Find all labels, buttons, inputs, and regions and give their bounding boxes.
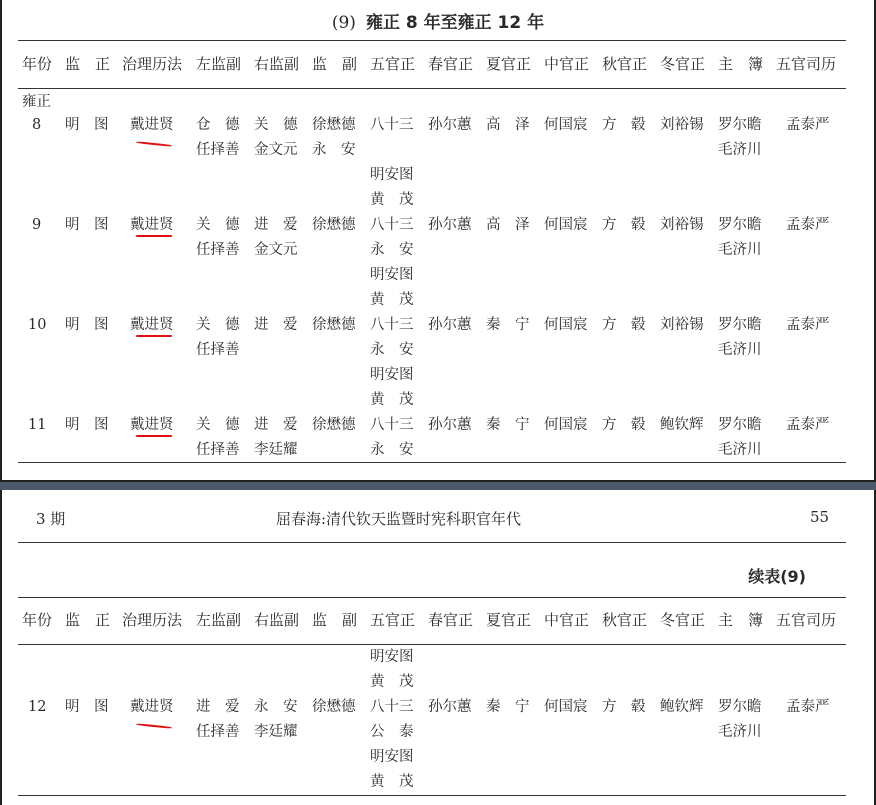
header-wuguan: 五官正	[370, 55, 416, 73]
wuguan-cell-line: 永 安	[370, 442, 414, 458]
qiuguan-cell-line: 方 毂	[602, 217, 646, 233]
zhubu-cell	[718, 695, 762, 745]
year-cell	[28, 695, 46, 720]
rule-top-2	[18, 597, 846, 598]
header-year: 年份	[22, 611, 53, 629]
wuguan-cell-line: 黄 茂	[370, 392, 414, 408]
jianfu-cell-line: 徐懋德	[312, 417, 356, 433]
header-jianzheng: 监 正	[65, 611, 111, 629]
header-dong: 冬官正	[660, 611, 706, 629]
year-cell	[32, 213, 41, 238]
zhubu-cell	[718, 113, 762, 163]
header-zhubu: 主 簿	[718, 611, 764, 629]
jianfu-cell	[312, 113, 356, 163]
header-sili: 五官司历	[776, 611, 837, 629]
zuo-jianfu-cell	[196, 413, 240, 463]
zuo-jianfu-cell-line: 仓 德	[196, 117, 240, 133]
wuguan-cell-line: 八十三	[370, 217, 414, 233]
header-chun: 春官正	[428, 55, 474, 73]
you-jianfu-cell	[254, 213, 298, 263]
you-jianfu-cell-line: 进 爱	[254, 217, 298, 233]
zuo-jianfu-cell-line: 任择善	[196, 342, 240, 358]
zhubu-cell-line: 毛济川	[718, 342, 762, 358]
zhili-cell-line: 戴进贤	[130, 117, 174, 133]
wuguan-cell-line: 永 安	[370, 342, 414, 358]
header-zuo: 左监副	[196, 611, 242, 629]
qiuguan-cell-line: 方 毂	[602, 317, 646, 333]
zhili-cell	[130, 113, 174, 138]
zhili-cell	[130, 695, 174, 720]
qiuguan-cell	[602, 313, 646, 338]
zhubu-cell-line: 罗尔瞻	[718, 117, 762, 133]
year-cell	[32, 113, 41, 138]
jianzheng-cell-line: 明 图	[65, 317, 109, 333]
zhongguan-cell	[544, 213, 588, 238]
dongguan-cell-line: 刘裕锡	[660, 117, 704, 133]
jianfu-cell-line	[312, 438, 356, 463]
wuguan-cell	[370, 288, 414, 388]
table-number: (9)	[331, 13, 356, 33]
zhubu-cell-line: 毛济川	[718, 142, 762, 158]
you-jianfu-cell-line	[254, 338, 298, 363]
zhili-cell-line: 戴进贤	[130, 699, 174, 715]
wuguan-cell-line: 八十三	[370, 117, 414, 133]
zhili-cell-line: 戴进贤	[130, 317, 174, 333]
page-number: 55	[810, 508, 830, 526]
rule-bottom-2	[18, 795, 846, 796]
year-cell-line: 11	[28, 417, 47, 433]
zhubu-cell	[718, 213, 762, 263]
table-title	[0, 8, 876, 33]
jianfu-cell	[312, 213, 356, 263]
era-label: 雍正	[22, 94, 51, 110]
table-header-row-2	[0, 609, 876, 633]
header-you: 右监副	[254, 611, 300, 629]
table-header-row	[0, 53, 876, 77]
jianfu-cell-line: 徐懋德	[312, 699, 356, 715]
jianfu-cell-line: 徐懋德	[312, 217, 356, 233]
xiaguan-cell	[486, 413, 530, 438]
xiaguan-cell	[486, 313, 530, 338]
wuguan-cell-line: 公 泰	[370, 724, 414, 740]
header-jianfu: 监 副	[312, 611, 358, 629]
you-jianfu-cell-line: 关 德	[254, 117, 298, 133]
chunguan-cell	[428, 695, 472, 720]
wuguan-cell	[370, 113, 414, 188]
you-jianfu-cell-line: 李廷耀	[254, 724, 298, 740]
zuo-jianfu-cell	[196, 113, 240, 163]
xiaguan-cell	[486, 113, 530, 138]
wuguan-cell-line: 明安图	[370, 749, 414, 765]
qiuguan-cell	[602, 213, 646, 238]
xiaguan-cell	[486, 213, 530, 238]
wuguan-cell-line: 八十三	[370, 317, 414, 333]
jianzheng-cell-line: 明 图	[65, 117, 109, 133]
chunguan-cell	[428, 113, 472, 138]
jianfu-cell-line: 永 安	[312, 142, 356, 158]
year-cell	[28, 313, 46, 338]
issue-number: 3 期	[36, 510, 66, 528]
jianzheng-cell-line: 明 图	[65, 217, 109, 233]
you-jianfu-cell-line: 进 爱	[254, 317, 298, 333]
you-jianfu-cell-line: 永 安	[254, 699, 298, 715]
rule-header-2	[18, 644, 846, 645]
red-underline-annotation	[136, 235, 172, 237]
zhongguan-cell	[544, 113, 588, 138]
wuguan-cell	[370, 645, 414, 795]
you-jianfu-cell-line: 金文元	[254, 242, 298, 258]
zhongguan-cell-line: 何国宸	[544, 117, 588, 133]
wuguan-cell-line: 明安图	[370, 267, 414, 283]
you-jianfu-cell-line: 李廷耀	[254, 442, 298, 458]
year-cell-line: 12	[28, 699, 47, 715]
rule-runhead	[18, 542, 846, 543]
header-qiu: 秋官正	[602, 611, 648, 629]
zhubu-cell-line: 罗尔瞻	[718, 699, 762, 715]
xiaguan-cell-line: 高 泽	[486, 117, 530, 133]
wuguan-cell-line: 黄 茂	[370, 674, 414, 690]
zhubu-cell	[718, 313, 762, 363]
zuo-jianfu-cell	[196, 213, 240, 263]
rule-header	[18, 88, 846, 89]
zuo-jianfu-cell-line: 关 德	[196, 317, 240, 333]
jianfu-cell-line: 徐懋德	[312, 117, 356, 133]
sili-cell-line: 孟泰严	[786, 699, 830, 715]
header-qiu: 秋官正	[602, 55, 648, 73]
zuo-jianfu-cell	[196, 313, 240, 363]
jianzheng-cell	[65, 695, 109, 720]
xiaguan-cell	[486, 695, 530, 720]
rule-top	[18, 40, 846, 41]
zhongguan-cell-line: 何国宸	[544, 217, 588, 233]
wuguan-cell-line: 黄 茂	[370, 774, 414, 790]
zuo-jianfu-cell-line: 关 德	[196, 417, 240, 433]
jianzheng-cell-line: 明 图	[65, 699, 109, 715]
zhongguan-cell-line: 何国宸	[544, 699, 588, 715]
header-jianfu: 监 副	[312, 55, 358, 73]
year-cell-line: 9	[32, 217, 42, 233]
zuo-jianfu-cell-line: 关 德	[196, 217, 240, 233]
chunguan-cell-line: 孙尔蕙	[428, 117, 472, 133]
zhubu-cell-line: 罗尔瞻	[718, 217, 762, 233]
you-jianfu-cell	[254, 695, 298, 745]
you-jianfu-cell-line: 金文元	[254, 142, 298, 158]
zuo-jianfu-cell-line: 任择善	[196, 442, 240, 458]
zhili-cell-line: 戴进贤	[130, 417, 174, 433]
xiaguan-cell-line: 秦 宁	[486, 417, 530, 433]
red-underline-annotation	[136, 335, 172, 337]
sili-cell-line: 孟泰严	[786, 317, 830, 333]
dongguan-cell	[660, 695, 704, 720]
wuguan-cell-line: 黄 茂	[370, 192, 414, 208]
year-cell-line: 10	[28, 317, 47, 333]
qiuguan-cell-line: 方 毂	[602, 417, 646, 433]
dongguan-cell	[660, 213, 704, 238]
dongguan-cell-line: 鲍钦辉	[660, 699, 704, 715]
wuguan-cell-line: 永 安	[370, 242, 414, 258]
continued-title: 续表(9)	[748, 567, 806, 586]
header-zhong: 中官正	[544, 611, 590, 629]
article-header: 屈春海:清代钦天监暨时宪科职官年代	[276, 510, 522, 528]
header-sili: 五官司历	[776, 55, 837, 73]
dongguan-cell-line: 鲍钦辉	[660, 417, 704, 433]
jianzheng-cell	[65, 213, 109, 238]
header-xia: 夏官正	[486, 55, 532, 73]
rule-bottom	[18, 462, 846, 463]
jianfu-cell-line	[312, 238, 356, 263]
jianfu-cell-line	[312, 720, 356, 745]
year-cell-line: 8	[32, 117, 42, 133]
jianzheng-cell	[65, 113, 109, 138]
qiuguan-cell-line: 方 毂	[602, 117, 646, 133]
jianzheng-cell	[65, 313, 109, 338]
you-jianfu-cell	[254, 413, 298, 463]
zhubu-cell-line: 毛济川	[718, 442, 762, 458]
header-year: 年份	[22, 55, 53, 73]
you-jianfu-cell-line: 进 爱	[254, 417, 298, 433]
header-zhili: 治理历法	[122, 55, 183, 73]
chunguan-cell	[428, 413, 472, 438]
jianfu-cell-line: 徐懋德	[312, 317, 356, 333]
zhubu-cell-line: 罗尔瞻	[718, 317, 762, 333]
header-xia: 夏官正	[486, 611, 532, 629]
red-underline-annotation	[136, 435, 172, 437]
zuo-jianfu-cell	[196, 695, 240, 745]
xiaguan-cell-line: 高 泽	[486, 217, 530, 233]
xiaguan-cell-line: 秦 宁	[486, 317, 530, 333]
chunguan-cell-line: 孙尔蕙	[428, 217, 472, 233]
dongguan-cell-line: 刘裕锡	[660, 217, 704, 233]
zuo-jianfu-cell-line: 任择善	[196, 724, 240, 740]
qiuguan-cell-line: 方 毂	[602, 699, 646, 715]
zuo-jianfu-cell-line: 任择善	[196, 142, 240, 158]
wuguan-cell-line: 明安图	[370, 167, 414, 183]
header-zhili: 治理历法	[122, 611, 183, 629]
zhongguan-cell	[544, 413, 588, 438]
zhubu-cell	[718, 413, 762, 463]
header-dong: 冬官正	[660, 55, 706, 73]
zhongguan-cell	[544, 695, 588, 720]
page-separator	[0, 482, 876, 490]
zhubu-cell-line: 毛济川	[718, 242, 762, 258]
sili-cell	[786, 695, 830, 720]
sili-cell-line: 孟泰严	[786, 217, 830, 233]
dongguan-cell	[660, 313, 704, 338]
year-cell	[28, 413, 46, 438]
sili-cell	[786, 213, 830, 238]
wuguan-cell	[370, 388, 414, 463]
qiuguan-cell	[602, 413, 646, 438]
zuo-jianfu-cell-line: 进 爱	[196, 699, 240, 715]
header-zhubu: 主 簿	[718, 55, 764, 73]
wuguan-cell	[370, 188, 414, 288]
zuo-jianfu-cell-line: 任择善	[196, 242, 240, 258]
jianfu-cell	[312, 313, 356, 363]
chunguan-cell-line: 孙尔蕙	[428, 699, 472, 715]
wuguan-cell-line: 八十三	[370, 699, 414, 715]
sili-cell	[786, 413, 830, 438]
zhubu-cell-line: 毛济川	[718, 724, 762, 740]
dongguan-cell	[660, 113, 704, 138]
jianzheng-cell-line: 明 图	[65, 417, 109, 433]
you-jianfu-cell	[254, 113, 298, 163]
table-panel-lower	[0, 490, 876, 805]
header-zhong: 中官正	[544, 55, 590, 73]
qiuguan-cell	[602, 113, 646, 138]
jianfu-cell-line	[312, 338, 356, 363]
wuguan-cell-line: 明安图	[370, 367, 414, 383]
header-jianzheng: 监 正	[65, 55, 111, 73]
zhili-cell-line: 戴进贤	[130, 217, 174, 233]
header-zuo: 左监副	[196, 55, 242, 73]
zhongguan-cell	[544, 313, 588, 338]
header-chun: 春官正	[428, 611, 474, 629]
chunguan-cell-line: 孙尔蕙	[428, 317, 472, 333]
sili-cell-line: 孟泰严	[786, 117, 830, 133]
jianfu-cell	[312, 413, 356, 463]
zhongguan-cell-line: 何国宸	[544, 317, 588, 333]
chunguan-cell-line: 孙尔蕙	[428, 417, 472, 433]
sili-cell	[786, 313, 830, 338]
header-wuguan: 五官正	[370, 611, 416, 629]
dongguan-cell	[660, 413, 704, 438]
you-jianfu-cell	[254, 313, 298, 363]
zhubu-cell-line: 罗尔瞻	[718, 417, 762, 433]
wuguan-cell-line	[370, 138, 414, 163]
zhongguan-cell-line: 何国宸	[544, 417, 588, 433]
sili-cell	[786, 113, 830, 138]
chunguan-cell	[428, 213, 472, 238]
chunguan-cell	[428, 313, 472, 338]
jianzheng-cell	[65, 413, 109, 438]
header-you: 右监副	[254, 55, 300, 73]
wuguan-cell-line: 黄 茂	[370, 292, 414, 308]
jianfu-cell	[312, 695, 356, 745]
dongguan-cell-line: 刘裕锡	[660, 317, 704, 333]
xiaguan-cell-line: 秦 宁	[486, 699, 530, 715]
wuguan-cell-line: 明安图	[370, 649, 414, 665]
qiuguan-cell	[602, 695, 646, 720]
table-title-text: 雍正 8 年至雍正 12 年	[365, 13, 545, 33]
sili-cell-line: 孟泰严	[786, 417, 830, 433]
wuguan-cell-line: 八十三	[370, 417, 414, 433]
